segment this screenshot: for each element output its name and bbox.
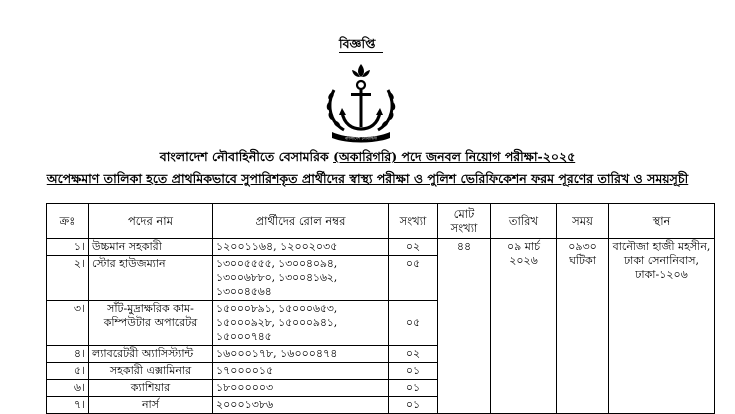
row-count: ০১ (389, 380, 438, 397)
row-post: নার্স (89, 397, 213, 414)
header-time: সময় (557, 204, 609, 239)
table-row (47, 239, 715, 256)
row-post: সাঁট-মুদ্রাক্ষরিক কাম-কম্পিউটার অপারেটর (89, 301, 213, 346)
notice-title: বিজ্ঞপ্তি (339, 36, 376, 51)
row-count: ০২ (389, 239, 438, 256)
row-post: ল্যাবরেটরী অ্যাসিস্ট্যান্ট (89, 346, 213, 363)
header-post: পদের নাম (89, 204, 213, 239)
schedule-heading: অপেক্ষমাণ তালিকা হতে প্রাথমিকভাবে সুপারিশকৃত প্রার্থীদের স্বাস্থ্য পরীক্ষা ও পুলিশ ভেরিফিকেশন ফরম পূরণের তারিখ ও সময়সূচী (46, 171, 689, 186)
table-header-row (47, 204, 715, 239)
header-total: মোট সংখ্যা (438, 204, 491, 239)
header-serial: ক্রঃ (47, 204, 89, 239)
title-underline (339, 52, 383, 53)
recruitment-heading (0, 149, 735, 169)
bangladesh-navy-anchor-emblem-icon (322, 60, 400, 144)
row-serial: ৩। (47, 301, 89, 346)
exam-venue: বানৌজা হাজী মহসীন, ঢাকা সেনানিবাস, ঢাকা-১২০৬ (609, 239, 715, 414)
row-count: ০৫ (389, 301, 438, 346)
row-post: সহকারী এক্সামিনার (89, 363, 213, 380)
row-count: ০৫ (389, 256, 438, 301)
row-count: ০১ (389, 397, 438, 414)
row-rolls: ১৫০০০৮৯১, ১৫০০০৬৫৩, ১৫০০০৯২৮, ১৫০০০৯৪১, ১৫০০০৭৪৫ (213, 301, 389, 346)
row-rolls: ১৮০০০০০৩ (213, 380, 389, 397)
row-serial: ১। (47, 239, 89, 256)
row-count: ০২ (389, 346, 438, 363)
row-rolls: ২০০০১৩৮৬ (213, 397, 389, 414)
row-post: ক্যাশিয়ার (89, 380, 213, 397)
exam-time: ০৯৩০ ঘটিকা (557, 239, 609, 414)
row-post: স্টোর হাউজম্যান (89, 256, 213, 301)
logo-ribbon-text: বাংলাদেশ নৌবাহিনী (345, 135, 377, 141)
row-rolls: ১৩০০৫৫৫৫, ১৩০০৪০৯৪, ১৩০০৬৮৮০, ১৩০০৪১৬২, ১৩০০৪৫৬৪ (213, 256, 389, 301)
header-rolls: প্রার্থীদের রোল নম্বর (213, 204, 389, 239)
heading-underlined-part: (অকারিগরি) পদে জনবল নিয়োগ পরীক্ষা-২০২৫ (333, 149, 576, 164)
row-serial: ৪। (47, 346, 89, 363)
total-count: ৪৪ (438, 239, 491, 414)
row-serial: ৫। (47, 363, 89, 380)
header-date: তারিখ (491, 204, 557, 239)
row-post: উচ্চমান সহকারী (89, 239, 213, 256)
schedule-table (46, 203, 715, 414)
heading-prefix: বাংলাদেশ নৌবাহিনীতে বেসামরিক (159, 149, 334, 164)
header-count: সংখ্যা (389, 204, 438, 239)
exam-date: ০৯ মার্চ ২০২৬ (491, 239, 557, 414)
row-serial: ২। (47, 256, 89, 301)
row-serial: ৭। (47, 397, 89, 414)
row-rolls: ১৭০০০০১৫ (213, 363, 389, 380)
row-rolls: ১৬০০০১৭৮, ১৬০০০৪৭৪ (213, 346, 389, 363)
row-count: ০১ (389, 363, 438, 380)
header-venue: স্থান (609, 204, 715, 239)
row-serial: ৬। (47, 380, 89, 397)
row-rolls: ১২০০১১৬৪, ১২০০২০৩৫ (213, 239, 389, 256)
